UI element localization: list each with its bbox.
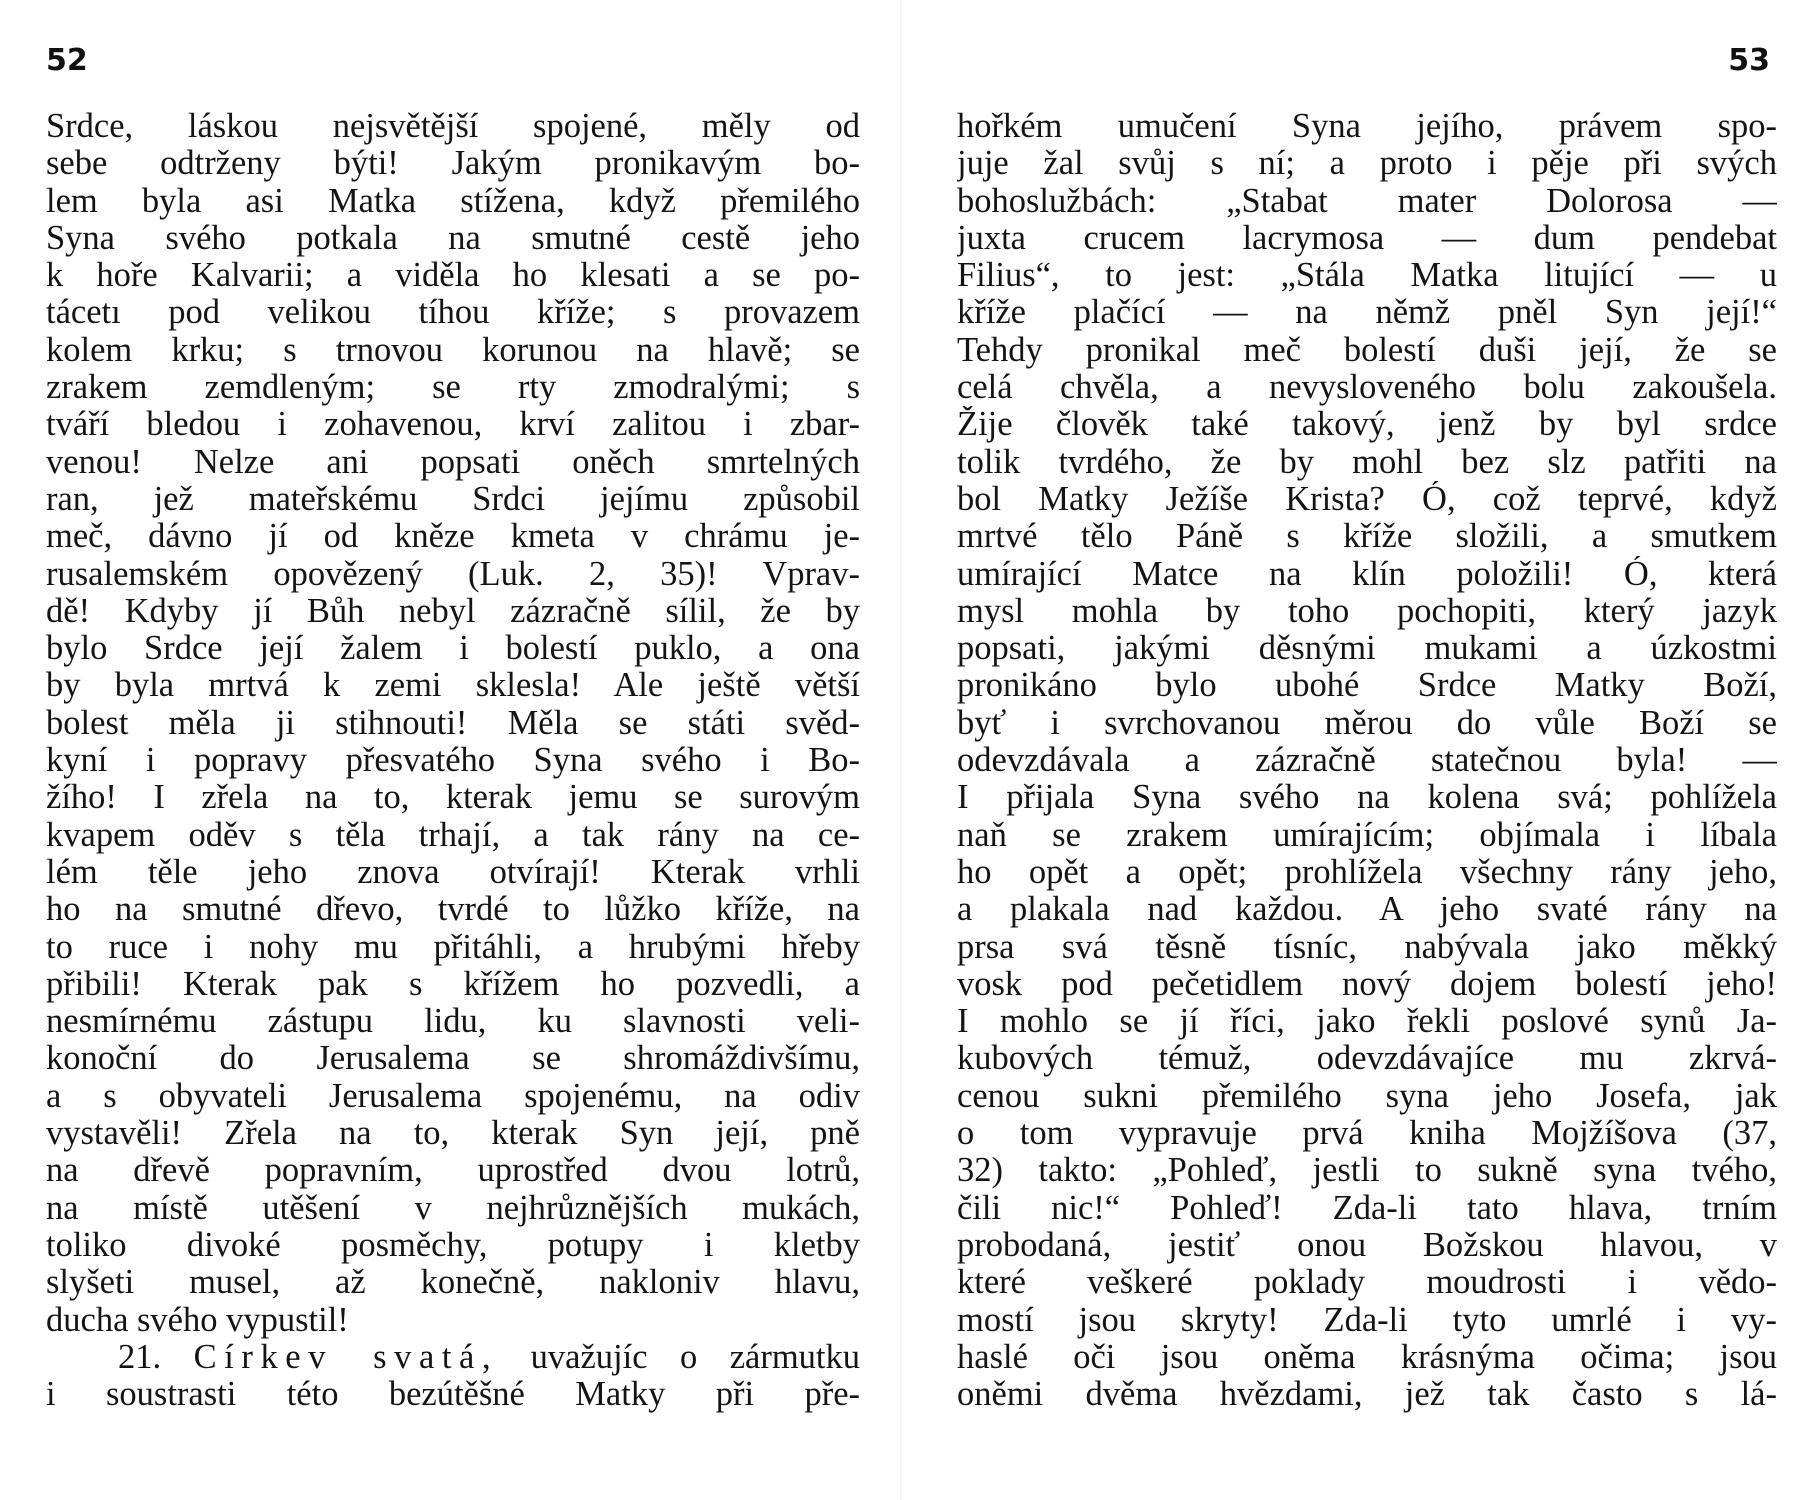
text-line: mrtvé tělo Páně s kříže složili, a smutkem bbox=[957, 518, 1777, 556]
text-line: bylo Srdce její žalem i bolestí puklo, a ona bbox=[46, 630, 860, 668]
text-line: vosk pod pečetidlem nový dojem bolestí jeho! bbox=[957, 965, 1777, 1003]
text-line: I přijala Syna svého na kolena svá; pohlížela bbox=[957, 779, 1777, 817]
text-line: Syna svého potkala na smutné cestě jeho bbox=[46, 219, 860, 257]
text-line: lem byla asi Matka stížena, když přemilého bbox=[46, 182, 860, 220]
text-line: k hoře Kalvarii; a viděla ho klesati a se po- bbox=[46, 257, 860, 295]
text-line: čili nic!“ Pohleď! Zda-li tato hlava, trním bbox=[957, 1189, 1777, 1227]
text-line: ducha svého vypustil! bbox=[46, 1301, 349, 1339]
text-line: odevzdávala a zázračně statečnou byla! — bbox=[957, 742, 1777, 780]
text-line: mostí jsou skryty! Zda-li tyto umrlé i vy- bbox=[957, 1301, 1777, 1339]
text-line: o tom vypravuje prvá kniha Mojžíšova (37, bbox=[957, 1115, 1777, 1153]
text-line: 32) takto: „Pohleď, jestli to sukně syna tvého, bbox=[957, 1152, 1777, 1190]
text-line: tolik tvrdého, že by mohl bez slz patřiti na bbox=[957, 443, 1777, 481]
right-page bbox=[901, 0, 1802, 1500]
text-line: Filius“, to jest: „Stála Matka litující — u bbox=[957, 257, 1777, 295]
text-line: mysl mohla by toho pochopiti, který jazyk bbox=[957, 592, 1777, 630]
text-line: by byla mrtvá k zemi sklesla! Ale ještě větší bbox=[46, 667, 860, 705]
text-line: rusalemském opovězený (Luk. 2, 35)! Vprav- bbox=[46, 555, 860, 593]
text-line: které veškeré poklady moudrosti i vědo- bbox=[957, 1264, 1777, 1302]
text-line: ho na smutné dřevo, tvrdé to lůžko kříže, na bbox=[46, 891, 860, 929]
text-line: kolem krku; s trnovou korunou na hlavě; se bbox=[46, 331, 860, 369]
text-line: tváří bledou i zohavenou, krví zalitou i zbar- bbox=[46, 406, 860, 444]
text-line: přibili! Kterak pak s křížem ho pozvedli, a bbox=[46, 965, 860, 1003]
page-number-left: 52 bbox=[46, 43, 88, 78]
text-line: zrakem zemdleným; se rty zmodralými; s bbox=[46, 369, 860, 407]
text-line: kyní i popravy přesvatého Syna svého i Bo- bbox=[46, 742, 860, 780]
text-line: kříže plačící — na němž pněl Syn její!“ bbox=[957, 294, 1777, 332]
text-line: slyšeti musel, až konečně, nakloniv hlavu, bbox=[46, 1264, 860, 1302]
text-line: na místě utěšení v nejhrůznějších mukách, bbox=[46, 1189, 860, 1227]
text-line: pronikáno bylo ubohé Srdce Matky Boží, bbox=[957, 667, 1777, 705]
text-line: ran, jež mateřskému Srdci jejímu způsobil bbox=[46, 480, 860, 518]
left-text-block bbox=[46, 108, 860, 1413]
section-number: 21. bbox=[118, 1338, 162, 1376]
text-line: bolest měla ji stihnouti! Měla se státi svěd- bbox=[46, 704, 860, 742]
right-text-block bbox=[957, 108, 1777, 1413]
text-line: haslé oči jsou oněma krásnýma očima; jsou bbox=[957, 1338, 1777, 1376]
text-line: sebe odtrženy býti! Jakým pronikavým bo- bbox=[46, 145, 860, 183]
text-line: naň se zrakem umírajícím; objímala i líbala bbox=[957, 816, 1777, 854]
text-line: umírající Matce na klín položili! Ó, která bbox=[957, 555, 1777, 593]
text-line: ho opět a opět; prohlížela všechny rány jeho, bbox=[957, 853, 1777, 891]
text-line: toliko divoké posměchy, potupy i kletby bbox=[46, 1226, 860, 1264]
text-line: a s obyvateli Jerusalema spojenému, na odiv bbox=[46, 1077, 860, 1115]
text-line: konoční do Jerusalema se shromáždivšímu, bbox=[46, 1040, 860, 1078]
text-line: oněmi dvěma hvězdami, jež tak často s lá- bbox=[957, 1376, 1777, 1414]
text-line: dě! Kdyby jí Bůh nebyl zázračně sílil, že by bbox=[46, 592, 860, 630]
text-line: na dřevě popravním, uprostřed dvou lotrů, bbox=[46, 1152, 860, 1190]
text-line: hořkém umučení Syna jejího, právem spo- bbox=[957, 108, 1777, 145]
text-line: vystavěli! Zřela na to, kterak Syn její, pně bbox=[46, 1115, 860, 1153]
text-line: prsa svá těsně tísníc, nabývala jako měkký bbox=[957, 928, 1777, 966]
text-line: probodaná, jestiť onou Božskou hlavou, v bbox=[957, 1226, 1777, 1264]
text-line: I mohlo se jí říci, jako řekli poslové synů Ja- bbox=[957, 1003, 1777, 1041]
text-line: Žije člověk také takový, jenž by byl srdce bbox=[957, 406, 1777, 444]
text-line: kvapem oděv s těla trhají, a tak rány na ce- bbox=[46, 816, 860, 854]
text-line: juxta crucem lacrymosa — dum pendebat bbox=[957, 219, 1777, 257]
text-line: lém těle jeho znova otvírají! Kterak vrhli bbox=[46, 853, 860, 891]
section-title: Církev svatá, bbox=[193, 1338, 499, 1376]
text-line: i soustrasti této bezútěšné Matky při pře- bbox=[46, 1376, 860, 1414]
text-line: cenou sukni přemilého syna jeho Josefa, jak bbox=[957, 1077, 1777, 1115]
text-line: žího! I zřela na to, kterak jemu se surovým bbox=[46, 779, 860, 817]
text-line: bohoslužbách: „Stabat mater Dolorosa — bbox=[957, 182, 1777, 220]
text-line: kubových témuž, odevzdávajíce mu zkrvá- bbox=[957, 1040, 1777, 1078]
text-line: Tehdy pronikal meč bolestí duši její, že se bbox=[957, 331, 1777, 369]
text-line: celá chvěla, a nevysloveného bolu zakoušela. bbox=[957, 369, 1777, 407]
text-line: venou! Nelze ani popsati oněch smrtelných bbox=[46, 443, 860, 481]
text-line: byť i svrchovanou měrou do vůle Boží se bbox=[957, 704, 1777, 742]
page-number-right: 53 bbox=[1728, 43, 1770, 78]
section-first-line-rest: uvažujíc o zármutku bbox=[530, 1338, 860, 1376]
text-line: bol Matky Ježíše Krista? Ó, což teprvé, když bbox=[957, 480, 1777, 518]
text-line: meč, dávno jí od kněze kmeta v chrámu je- bbox=[46, 518, 860, 556]
text-line: to ruce i nohy mu přitáhli, a hrubými hřeby bbox=[46, 928, 860, 966]
text-line: nesmírnému zástupu lidu, ku slavnosti veli- bbox=[46, 1003, 860, 1041]
text-line: popsati, jakými děsnými mukami a úzkostmi bbox=[957, 630, 1777, 668]
text-line: Srdce, láskou nejsvětější spojené, měly od bbox=[46, 108, 860, 145]
text-line: tácetı pod velikou tíhou kříže; s provazem bbox=[46, 294, 860, 332]
text-line: juje žal svůj s ní; a proto i pěje při svých bbox=[957, 145, 1777, 183]
text-line: a plakala nad každou. A jeho svaté rány na bbox=[957, 891, 1777, 929]
section-heading-line bbox=[46, 1339, 860, 1376]
